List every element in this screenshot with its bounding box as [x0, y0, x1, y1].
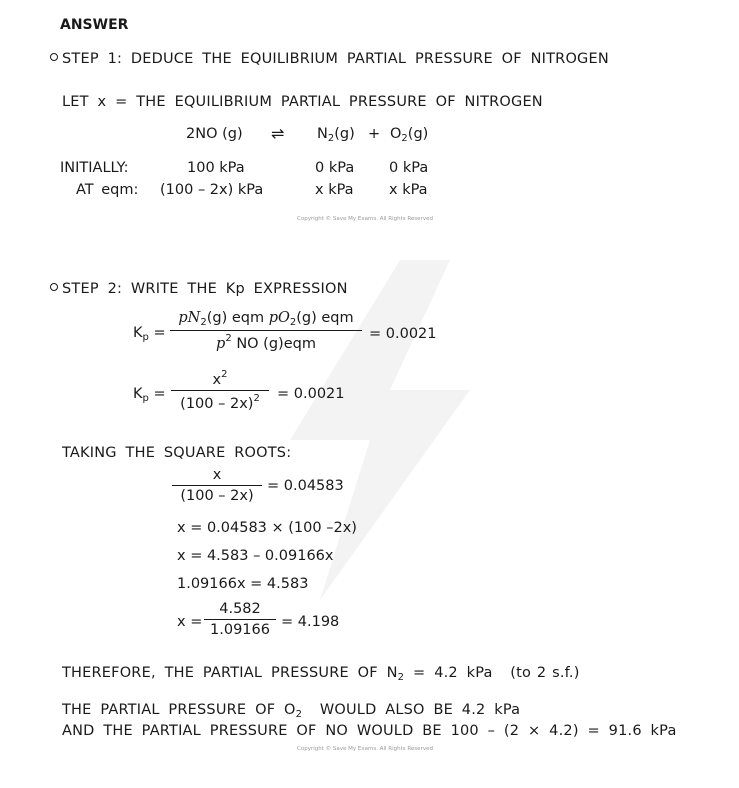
- equation-plus: +: [368, 126, 381, 142]
- row-initially-label: INITIALLY:: [60, 160, 129, 176]
- conclusion-line-2: THE PARTIAL PRESSURE OF $O_2$ WOULD ALSO BE 4.2 kPa: [62, 702, 521, 720]
- kp-fraction-x-squared: $x^2$ (100 – 2x)$^2$: [171, 369, 269, 412]
- step1-heading-row: [50, 51, 609, 67]
- row-initially-o2: 0 kPa: [389, 160, 429, 176]
- conclusion-line-1: THEREFORE, THE PARTIAL PRESSURE OF $N_2 = 4.2$ kPa (to 2 s.f.): [62, 665, 580, 683]
- step2-heading: STEP 2: WRITE THE Kp EXPRESSION: [62, 281, 348, 297]
- equation-product-o2: $O_2(g)$: [390, 126, 429, 144]
- equilibrium-arrow-icon: ⇌: [271, 124, 285, 143]
- bullet-icon: [50, 53, 58, 61]
- row-eqm-no: (100 – 2x) kPa: [160, 182, 264, 198]
- final-lhs: x =: [177, 614, 203, 630]
- equation-product-n2: $N_2(g)$: [317, 126, 355, 144]
- root-value: = 0.04583: [267, 478, 344, 494]
- kp-fraction-partial-pressures: $pN_2(g)$ eqm $pO_2(g)$ eqm $p^2$ NO (g)eqm: [170, 310, 362, 352]
- step1-heading: STEP 1: DEDUCE THE EQUILIBRIUM PARTIAL PRESSURE OF NITROGEN: [62, 51, 609, 67]
- bullet-icon: [50, 283, 58, 291]
- taking-roots-text: TAKING THE SQUARE ROOTS:: [62, 445, 292, 461]
- step2-heading-row: [50, 281, 348, 297]
- final-value: = 4.198: [281, 614, 340, 630]
- kp-value-1: = 0.0021: [369, 326, 437, 342]
- working-line-b: x = 4.583 – 0.09166x: [177, 548, 334, 564]
- conclusion-line-3: AND THE PARTIAL PRESSURE OF NO WOULD BE 100 – (2 × 4.2) = 91.6 kPa: [62, 723, 677, 739]
- kp-symbol: $K_p$ =: [133, 386, 166, 404]
- working-line-a: x = 0.04583 × (100 –2x): [177, 520, 357, 536]
- copyright-notice: Copyright © Save My Exams. All Rights Reserved: [297, 746, 433, 752]
- row-eqm-o2: x kPa: [389, 182, 428, 198]
- working-line-c: 1.09166x = 4.583: [177, 576, 309, 592]
- kp-symbol: $K_p$ =: [133, 325, 166, 343]
- final-fraction: 4.582 1.09166: [204, 601, 276, 638]
- row-initially-n2: 0 kPa: [315, 160, 355, 176]
- row-eqm-label: AT eqm:: [76, 182, 139, 198]
- row-initially-no: 100 kPa: [187, 160, 245, 176]
- row-eqm-n2: x kPa: [315, 182, 354, 198]
- root-fraction: x (100 – 2x): [172, 467, 262, 504]
- copyright-notice: Copyright © Save My Exams. All Rights Reserved: [297, 216, 433, 222]
- answer-heading: ANSWER: [60, 17, 129, 33]
- kp-value-2: = 0.0021: [277, 386, 345, 402]
- equation-reactant: 2NO (g): [186, 126, 243, 142]
- let-line: LET x = THE EQUILIBRIUM PARTIAL PRESSURE OF NITROGEN: [62, 94, 543, 110]
